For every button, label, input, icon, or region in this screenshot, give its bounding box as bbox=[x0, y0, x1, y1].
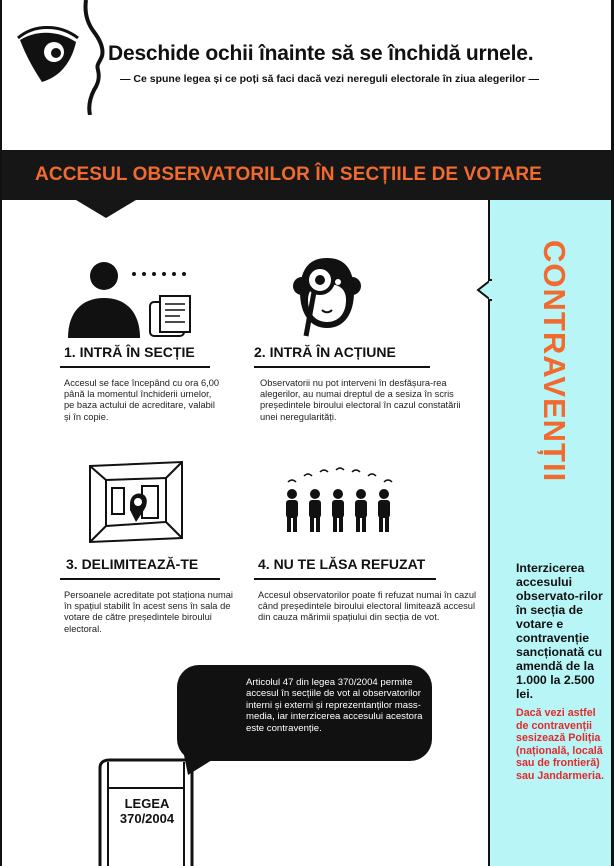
banner-title: ACCESUL OBSERVATORILOR ÎN SECȚIILE DE VOTARE bbox=[35, 164, 542, 185]
monkey-magnifier-icon bbox=[292, 252, 362, 338]
observer-with-documents-icon bbox=[64, 258, 200, 338]
subheadline: — Ce spune legea și ce poți să faci dacă vezi nereguli electorale în ziua alegerilor — bbox=[120, 73, 539, 85]
headline: Deschide ochii înainte să se închidă urnele. bbox=[108, 42, 534, 65]
page-border-left bbox=[0, 0, 2, 866]
section-1-text: Accesul se face începând cu ora 6,00 până la momentul închiderii urnelor, pe baza actului de acreditare, valabil și în copie. bbox=[64, 378, 220, 422]
book-label-line1: LEGEA bbox=[124, 796, 170, 811]
room-location-pin-icon bbox=[86, 458, 186, 546]
report-text: Dacă vezi astfel de contravenții sesizează Poliția (națională, locală sau de frontieră) sau Jandarmeria. bbox=[516, 707, 604, 782]
banner-notch bbox=[76, 200, 136, 218]
law-book-label bbox=[102, 796, 192, 826]
section-3-title: 3. DELIMITEAZĂ-TE bbox=[66, 556, 199, 572]
section-4-text: Accesul observatorilor poate fi refuzat numai în cazul când președintele biroului electoral limitează accesul din cauza mărimii spațiului din secția de vot. bbox=[258, 590, 477, 623]
speech-bubble-tail bbox=[184, 755, 224, 775]
section-4-title: 4. NU TE LĂSA REFUZAT bbox=[258, 556, 426, 572]
panel-notch bbox=[476, 279, 492, 301]
section-banner bbox=[2, 150, 611, 200]
section-2-title: 2. INTRĂ ÎN ACȚIUNE bbox=[254, 344, 396, 360]
penalty-text: Interzicerea accesului observato-rilor în secția de votare e contravenție sancționată cu amendă de la 1.000 la 2.500 lei. bbox=[516, 561, 603, 701]
section-1-rule bbox=[60, 366, 210, 368]
section-3-rule bbox=[60, 578, 220, 580]
section-1-title: 1. INTRĂ ÎN SECȚIE bbox=[64, 344, 195, 360]
crowd-icon bbox=[282, 466, 400, 534]
section-2-text: Observatorii nu pot interveni în desfășura-rea alegerilor, au numai dreptul de a sesiza în scris președintele biroului electoral în cazul constatării unei neregularități. bbox=[260, 378, 461, 422]
section-4-rule bbox=[254, 578, 436, 580]
speech-bubble-text: Articolul 47 din legea 370/2004 permite accesul în secțiile de vot al observatorilor interni și externi și reprezentanților mass-media, iar interzicerea accesului acestora este contravenție. bbox=[246, 677, 423, 734]
section-2-rule bbox=[254, 366, 430, 368]
section-3-text: Persoanele acreditate pot staționa numai în spațiul stabilit în acest sens în sala de votare de către președintele biroului electoral. bbox=[64, 590, 234, 634]
book-label-line2: 370/2004 bbox=[119, 811, 175, 826]
eye-profile-icon bbox=[14, 0, 114, 115]
contraventii-title: CONTRAVENȚII bbox=[537, 240, 572, 483]
